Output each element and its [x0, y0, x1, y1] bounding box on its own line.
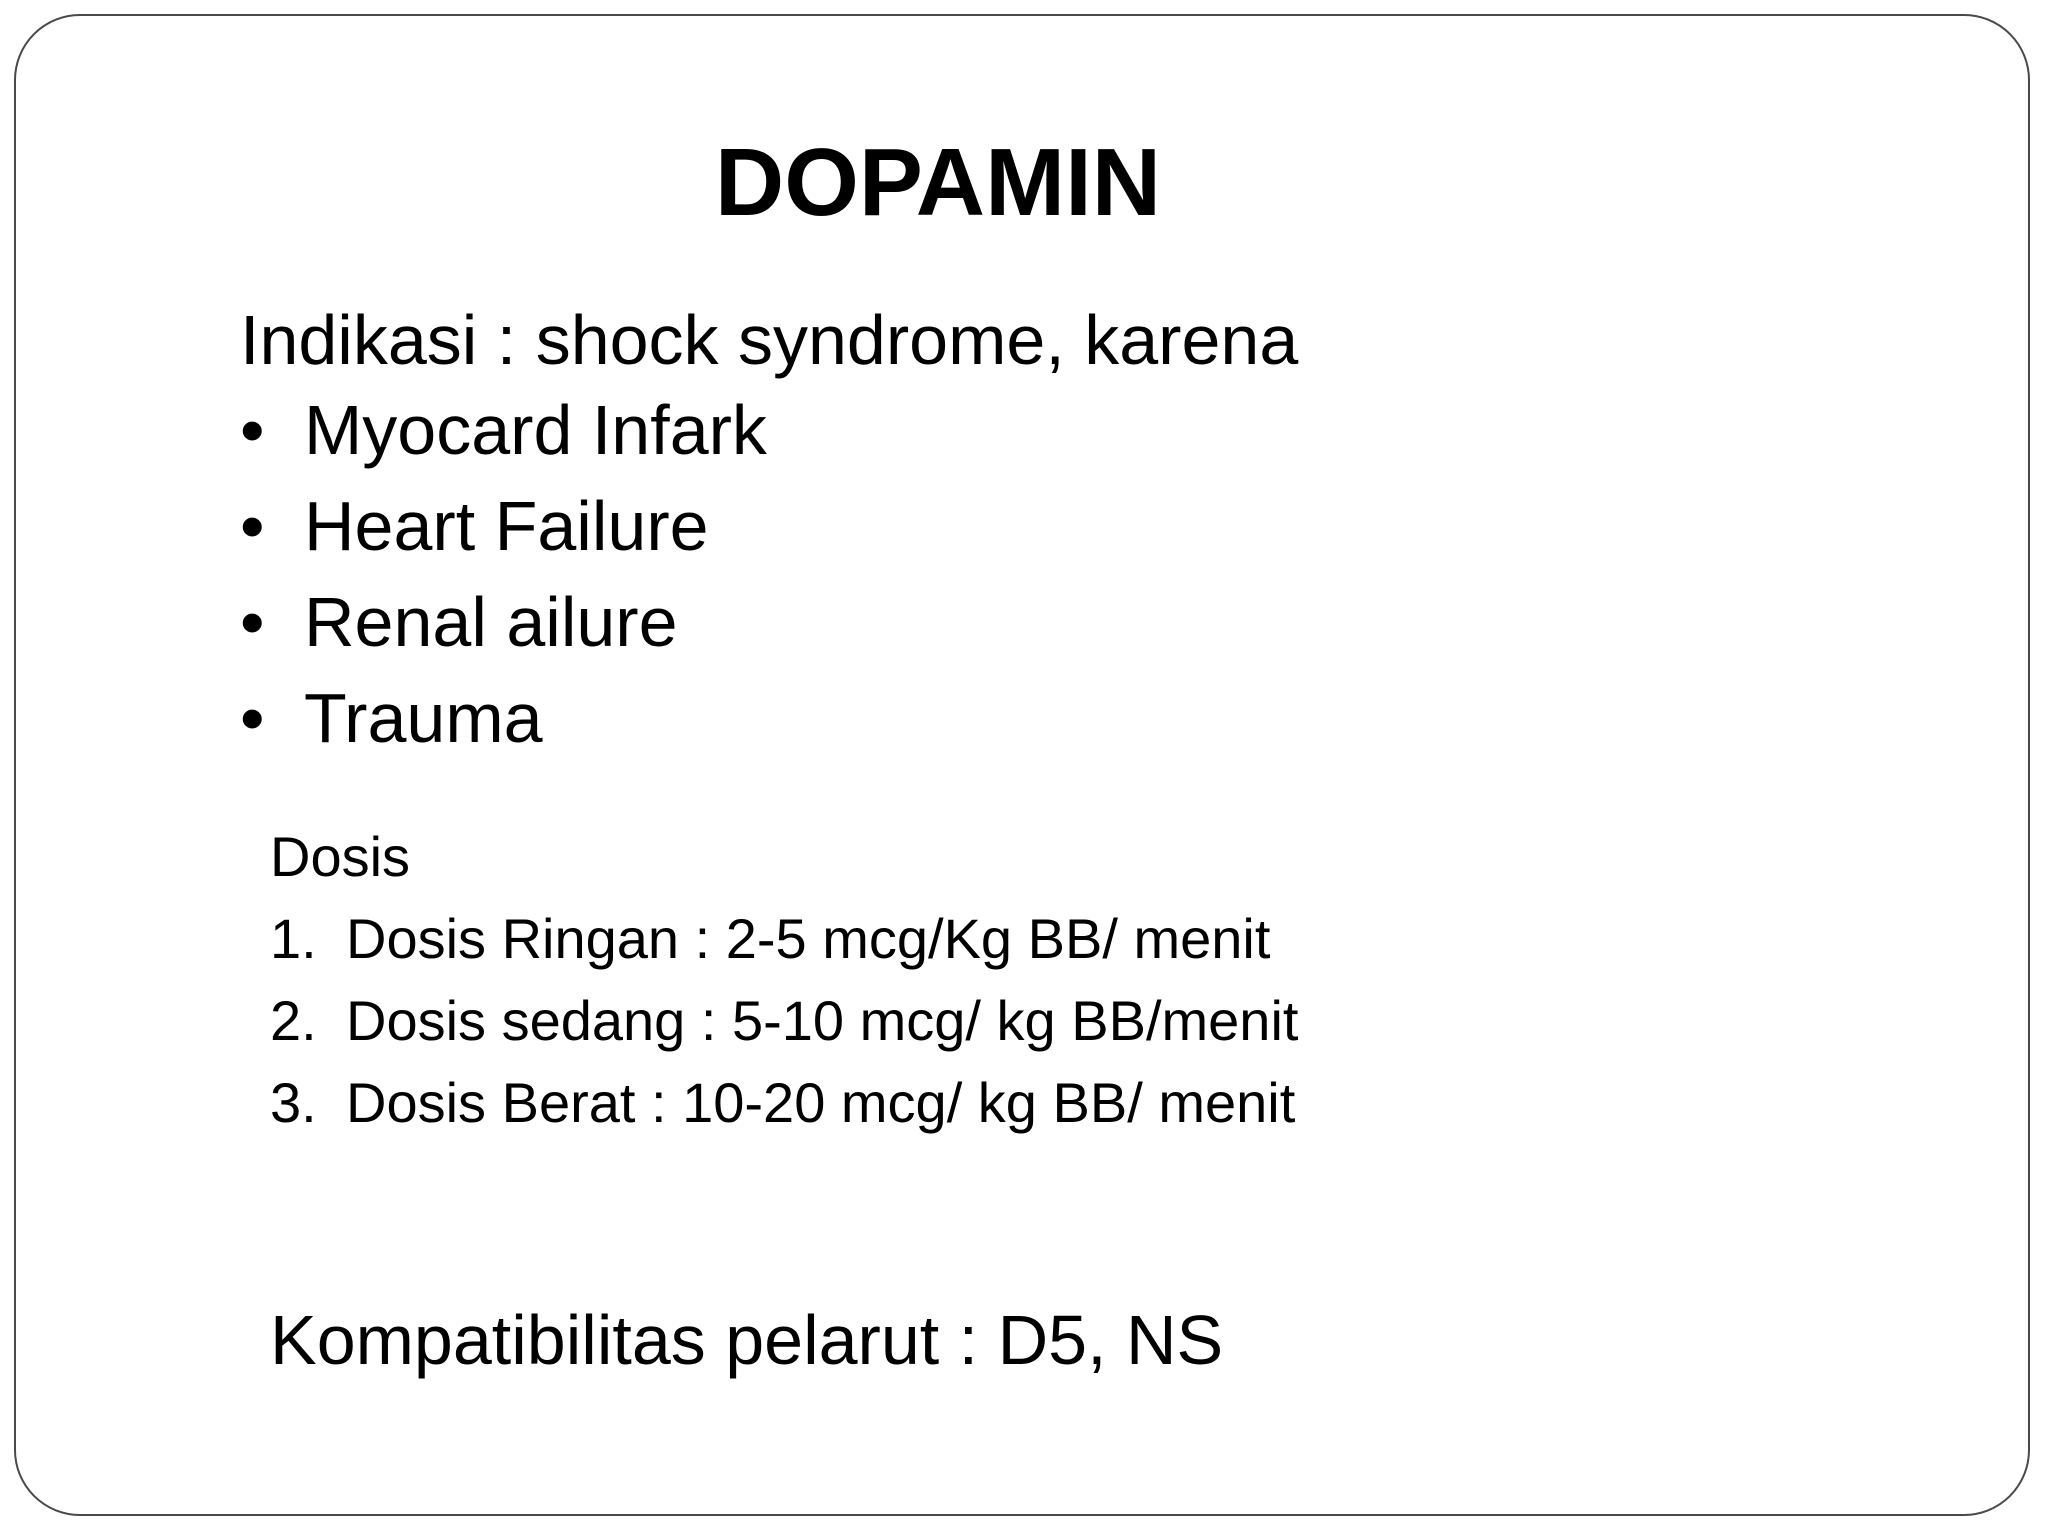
- slide-title: DOPAMIN: [714, 129, 1162, 236]
- bullet-dot-icon: •: [240, 487, 265, 565]
- dosis-number: 3.: [270, 1071, 317, 1134]
- dosis-text: Dosis sedang : 5-10 mcg/ kg BB/menit: [346, 989, 1299, 1052]
- bullet-text: Myocard Infark: [304, 391, 767, 469]
- bullet-dot-icon: •: [240, 583, 265, 661]
- dosis-text: Dosis Ringan : 2-5 mcg/Kg BB/ menit: [346, 907, 1271, 970]
- bullet-dot-icon: •: [240, 391, 265, 469]
- bullet-text: Renal ailure: [304, 583, 678, 661]
- dosis-number: 2.: [270, 989, 317, 1052]
- kompatibilitas-line: Kompatibilitas pelarut : D5, NS: [270, 1301, 1224, 1379]
- bullet-text: Trauma: [304, 679, 543, 757]
- dosis-heading: Dosis: [270, 825, 411, 888]
- dosis-text: Dosis Berat : 10-20 mcg/ kg BB/ menit: [346, 1071, 1296, 1134]
- indikasi-line: Indikasi : shock syndrome, karena: [240, 301, 1299, 379]
- bullet-dot-icon: •: [240, 679, 265, 757]
- dosis-number: 1.: [270, 907, 317, 970]
- bullet-text: Heart Failure: [304, 487, 709, 565]
